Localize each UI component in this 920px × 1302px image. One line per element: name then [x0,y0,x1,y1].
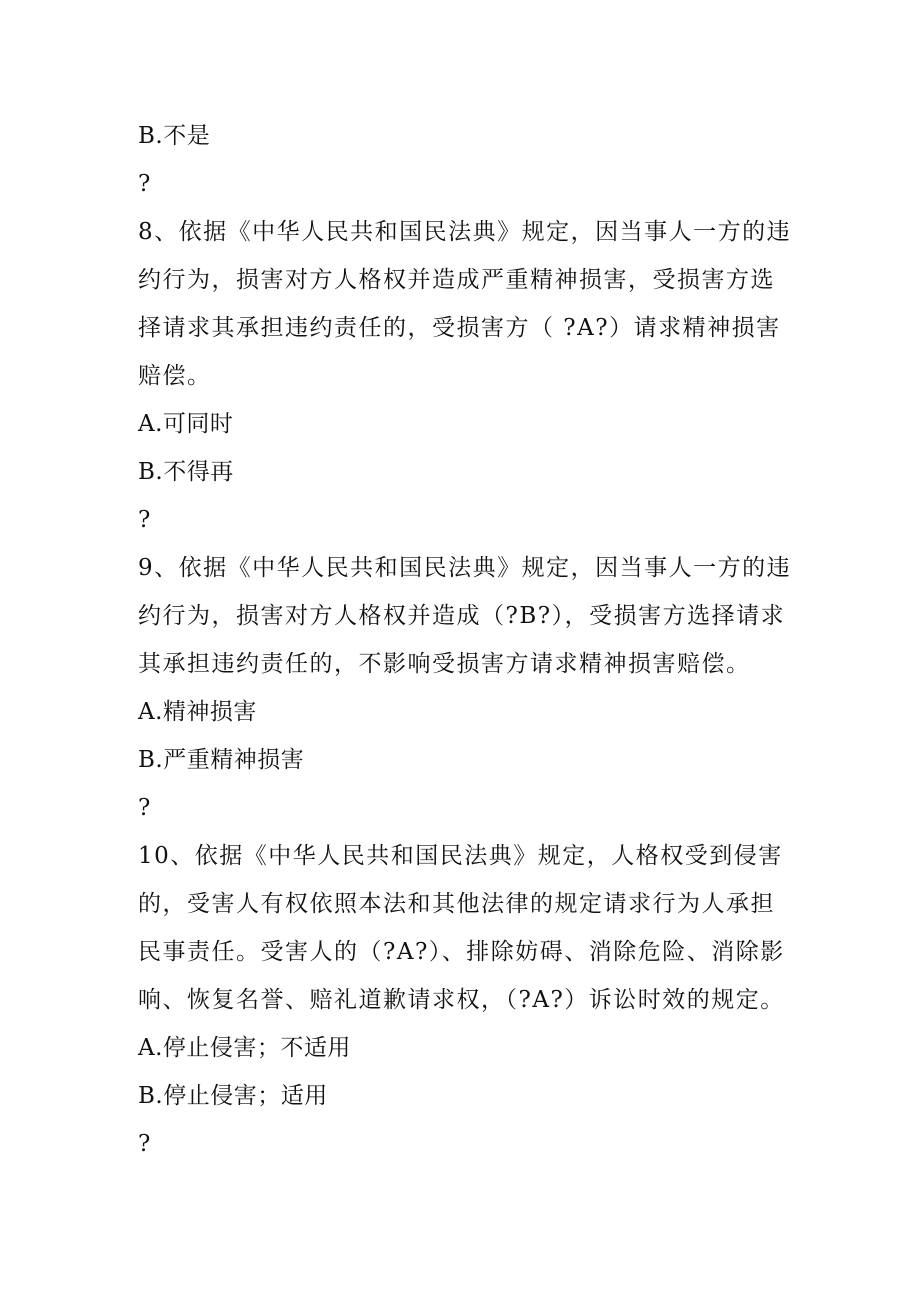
option-q8-a: A.可同时 [138,411,234,437]
question-10: 10、依据《中华人民共和国民法典》规定，人格权受到侵害的，受害人有权依照本法和其他法律的规定请求行为人承担民事责任。受害人的（?A?）、排除妨碍、消除危险、消除影响、恢复名誉、赔礼道歉请求权，（?A?）诉讼时效的规定。 [138,843,785,1013]
option-q9-a: A.精神损害 [138,699,257,725]
question-8: 8、依据《中华人民共和国民法典》规定，因当事人一方的违约行为，损害对方人格权并造成严重精神损害，受损害方选择请求其承担违约责任的，受损害方（ ?A?）请求精神损害赔偿。 [138,219,792,389]
option-q10-b: B.停止侵害；适用 [138,1083,328,1109]
separator-mark: ? [138,507,151,533]
option-q10-a: A.停止侵害；不适用 [138,1035,351,1061]
separator-mark: ? [138,1131,151,1157]
document-page [138,112,798,1168]
question-9: 9、依据《中华人民共和国民法典》规定，因当事人一方的违约行为，损害对方人格权并造成（?B?），受损害方选择请求其承担违约责任的，不影响受损害方请求精神损害赔偿。 [138,555,792,677]
separator-mark: ? [138,795,151,821]
option-q9-b: B.严重精神损害 [138,747,305,773]
option-q7-b: B.不是 [138,123,211,149]
option-q8-b: B.不得再 [138,459,234,485]
separator-mark: ? [138,171,151,197]
